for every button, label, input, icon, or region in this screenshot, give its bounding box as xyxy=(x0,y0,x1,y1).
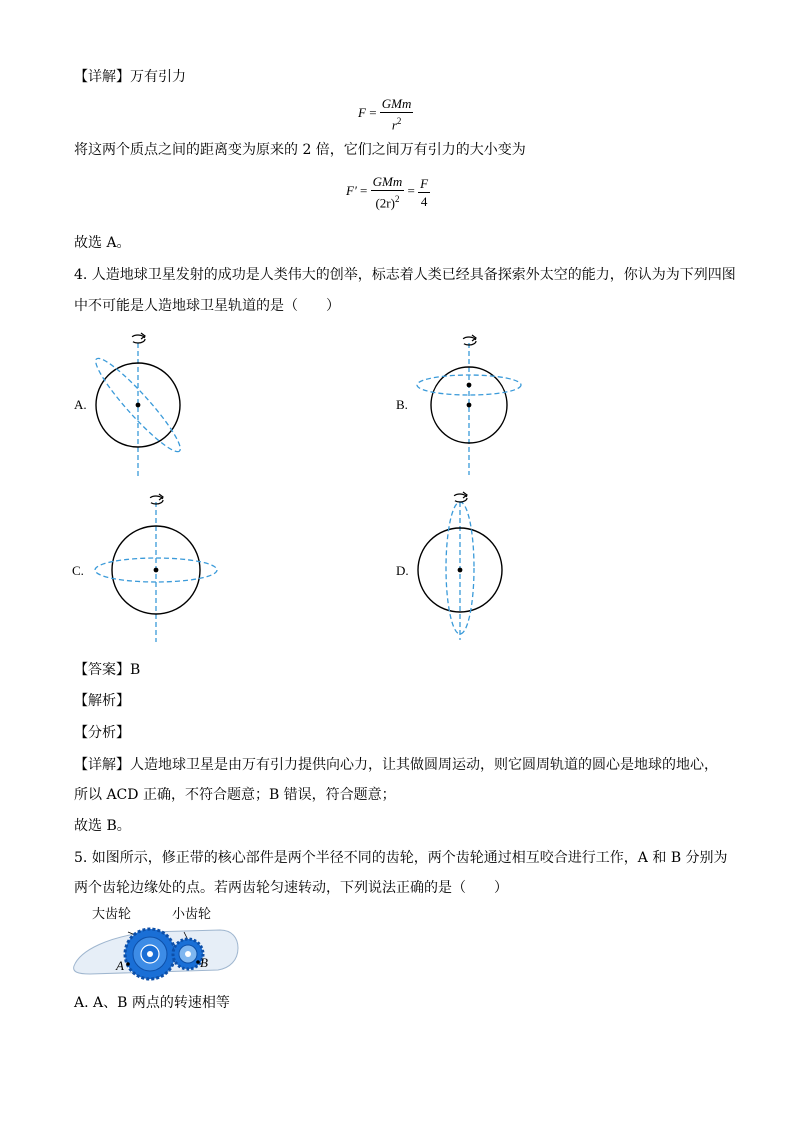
point-a-dot xyxy=(126,962,130,966)
earth-center-dot xyxy=(458,568,463,573)
q4-stem-line1: 4. 人造地球卫星发射的成功是人类伟大的创举，标志着人类已经具备探索外太空的能力，你认为为下列四图 xyxy=(74,267,736,283)
q5-option-a: A. A、B 两点的转速相等 xyxy=(74,995,230,1011)
correction-tape-figure xyxy=(70,920,240,980)
formula-gravitation xyxy=(358,96,413,132)
formula-numerator: GMm xyxy=(381,96,412,111)
option-a-label: A. xyxy=(74,397,87,412)
formula2-eq2: = xyxy=(407,183,415,199)
option-d-label: D. xyxy=(396,563,409,578)
option-d-figure xyxy=(400,490,520,650)
formula2-lhs: F′ xyxy=(346,183,357,199)
formula-exponent: 2 xyxy=(396,116,402,126)
q4-detail-line1: 【详解】人造地球卫星是由万有引力提供向心力，让其做圆周运动，则它圆周轨道的圆心是地球的地心， xyxy=(74,757,718,773)
option-c-label: C. xyxy=(72,563,84,578)
option-b-figure xyxy=(410,330,530,480)
small-gear-icon xyxy=(173,939,203,969)
q4-stem-line2: 中不可能是人造地球卫星轨道的是（ ） xyxy=(74,298,340,314)
option-b-label: B. xyxy=(396,397,408,412)
option-c-figure xyxy=(90,490,220,650)
big-gear-label: 大齿轮 xyxy=(92,907,132,922)
rotation-arrow-icon xyxy=(453,492,467,502)
q3-conclusion: 故选 A。 xyxy=(74,235,131,251)
formula-fraction xyxy=(380,96,414,132)
q5-stem-line1: 5. 如图所示，修正带的核心部件是两个半径不同的齿轮，两个齿轮通过相互咬合进行工作，A 和 B 分别为 xyxy=(74,850,728,866)
q4-fenxi: 【分析】 xyxy=(74,725,130,741)
big-gear-icon xyxy=(125,929,175,979)
q3-sentence: 将这两个质点之间的距离变为原来的 2 倍，它们之间万有引力的大小变为 xyxy=(74,142,526,158)
q4-conclusion: 故选 B。 xyxy=(74,818,131,834)
q4-detail-line2: 所以 ACD 正确，不符合题意；B 错误，符合题意； xyxy=(74,787,396,803)
formula2-fraction2 xyxy=(418,176,430,209)
formula-denominator: r xyxy=(391,117,397,133)
q5-stem-line2: 两个齿轮边缘处的点。若两齿轮匀速转动，下列说法正确的是（ ） xyxy=(74,880,508,896)
detail-heading: 【详解】万有引力 xyxy=(74,69,186,85)
option-a-figure xyxy=(80,330,200,480)
q4-answer: 【答案】B xyxy=(74,662,141,678)
formula-lhs: F xyxy=(358,105,366,121)
point-a-label: A xyxy=(116,958,124,973)
earth-center-dot xyxy=(467,403,472,408)
formula-eq: = xyxy=(369,105,377,121)
formula2-denominator: (2r) xyxy=(375,195,395,211)
small-gear-label: 小齿轮 xyxy=(172,907,212,922)
formula2-denominator2: 4 xyxy=(420,193,428,209)
formula2-numerator2: F xyxy=(420,175,429,191)
rotation-arrow-icon xyxy=(131,333,145,343)
formula2-fraction xyxy=(371,174,405,210)
formula2-numerator: GMm xyxy=(372,174,403,189)
q4-analysis: 【解析】 xyxy=(74,693,130,709)
formula2-eq: = xyxy=(360,183,368,199)
point-b-label: B xyxy=(200,955,208,970)
formula2-exponent: 2 xyxy=(394,194,400,204)
orbit-center-dot xyxy=(467,383,472,388)
earth-center-dot xyxy=(136,403,141,408)
formula-doubled-distance xyxy=(346,174,430,210)
earth-center-dot xyxy=(154,568,159,573)
